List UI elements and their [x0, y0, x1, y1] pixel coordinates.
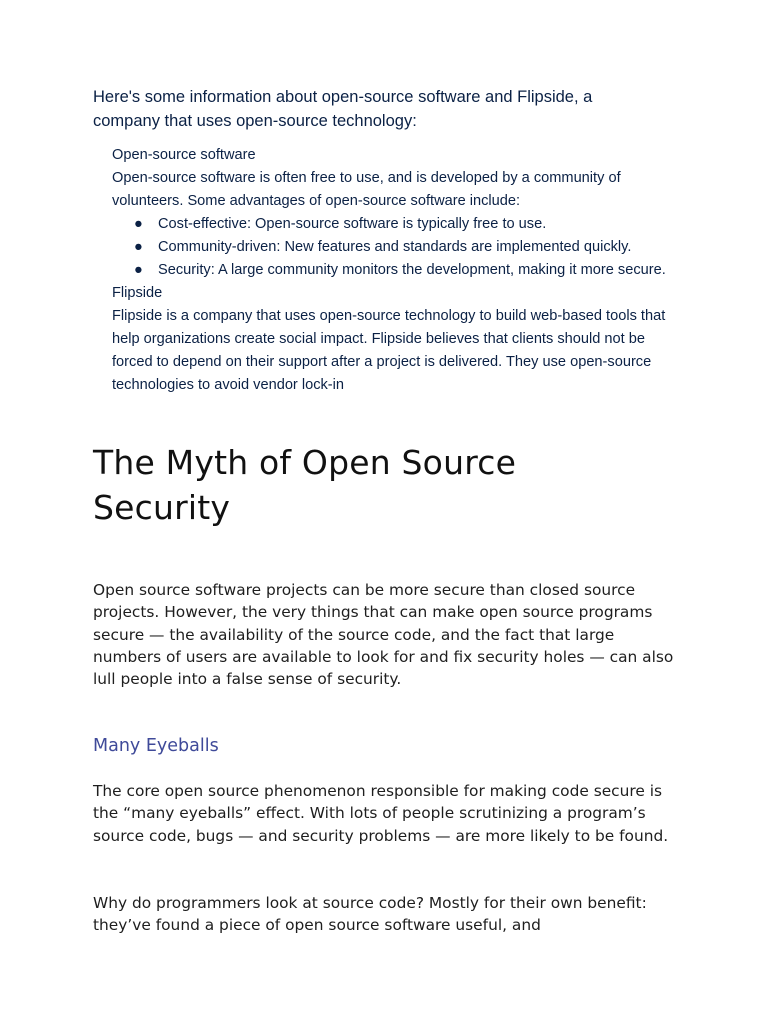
advantages-list — [112, 213, 672, 282]
bullet-icon: ● — [134, 216, 143, 232]
list-item — [112, 236, 672, 259]
section-heading-many-eyeballs: Many Eyeballs — [93, 736, 219, 756]
list-item — [112, 259, 672, 282]
article-paragraph-2: The core open source phenomenon responsible for making code secure is the “many eyeballs” effect. With lots of people scrutinizing a program’s source code, bugs — and security problems — are more likely to be found. — [93, 782, 669, 845]
list-item-text: Security: A large community monitors the development, making it more secure. — [158, 262, 666, 278]
list-item — [112, 213, 672, 236]
article-paragraph-1: Open source software projects can be more secure than closed source projects. However, the very things that can make open source programs secure — the availability of the source code, and the fact that large numbers of users are available to look for and fix security holes — can also lull people into a false sense of security. — [93, 581, 674, 689]
list-item-text: Community-driven: New features and standards are implemented quickly. — [158, 239, 632, 255]
article-title: The Myth of Open Source Security — [93, 443, 517, 527]
flipside-description: Flipside is a company that uses open-source technology to build web-based tools that help organizations create social impact. Flipside believes that clients should not be forced to depend on their support after a project is delivered. They use open-source technologies to avoid vendor lock-in — [112, 308, 666, 393]
summary-block — [112, 144, 672, 397]
bullet-icon: ● — [134, 262, 143, 278]
bullet-icon: ● — [134, 239, 143, 255]
list-item-text: Cost-effective: Open-source software is typically free to use. — [158, 216, 547, 232]
article-paragraph-3: Why do programmers look at source code? Mostly for their own benefit: they’ve found a piece of open source software useful, and — [93, 894, 647, 935]
flipside-heading: Flipside — [112, 285, 163, 301]
oss-heading: Open-source software — [112, 147, 256, 163]
intro-text: Here's some information about open-source software and Flipside, a company that uses open-source technology: — [93, 88, 593, 130]
oss-description: Open-source software is often free to use, and is developed by a community of volunteers. Some advantages of open-source software include: — [112, 170, 621, 209]
